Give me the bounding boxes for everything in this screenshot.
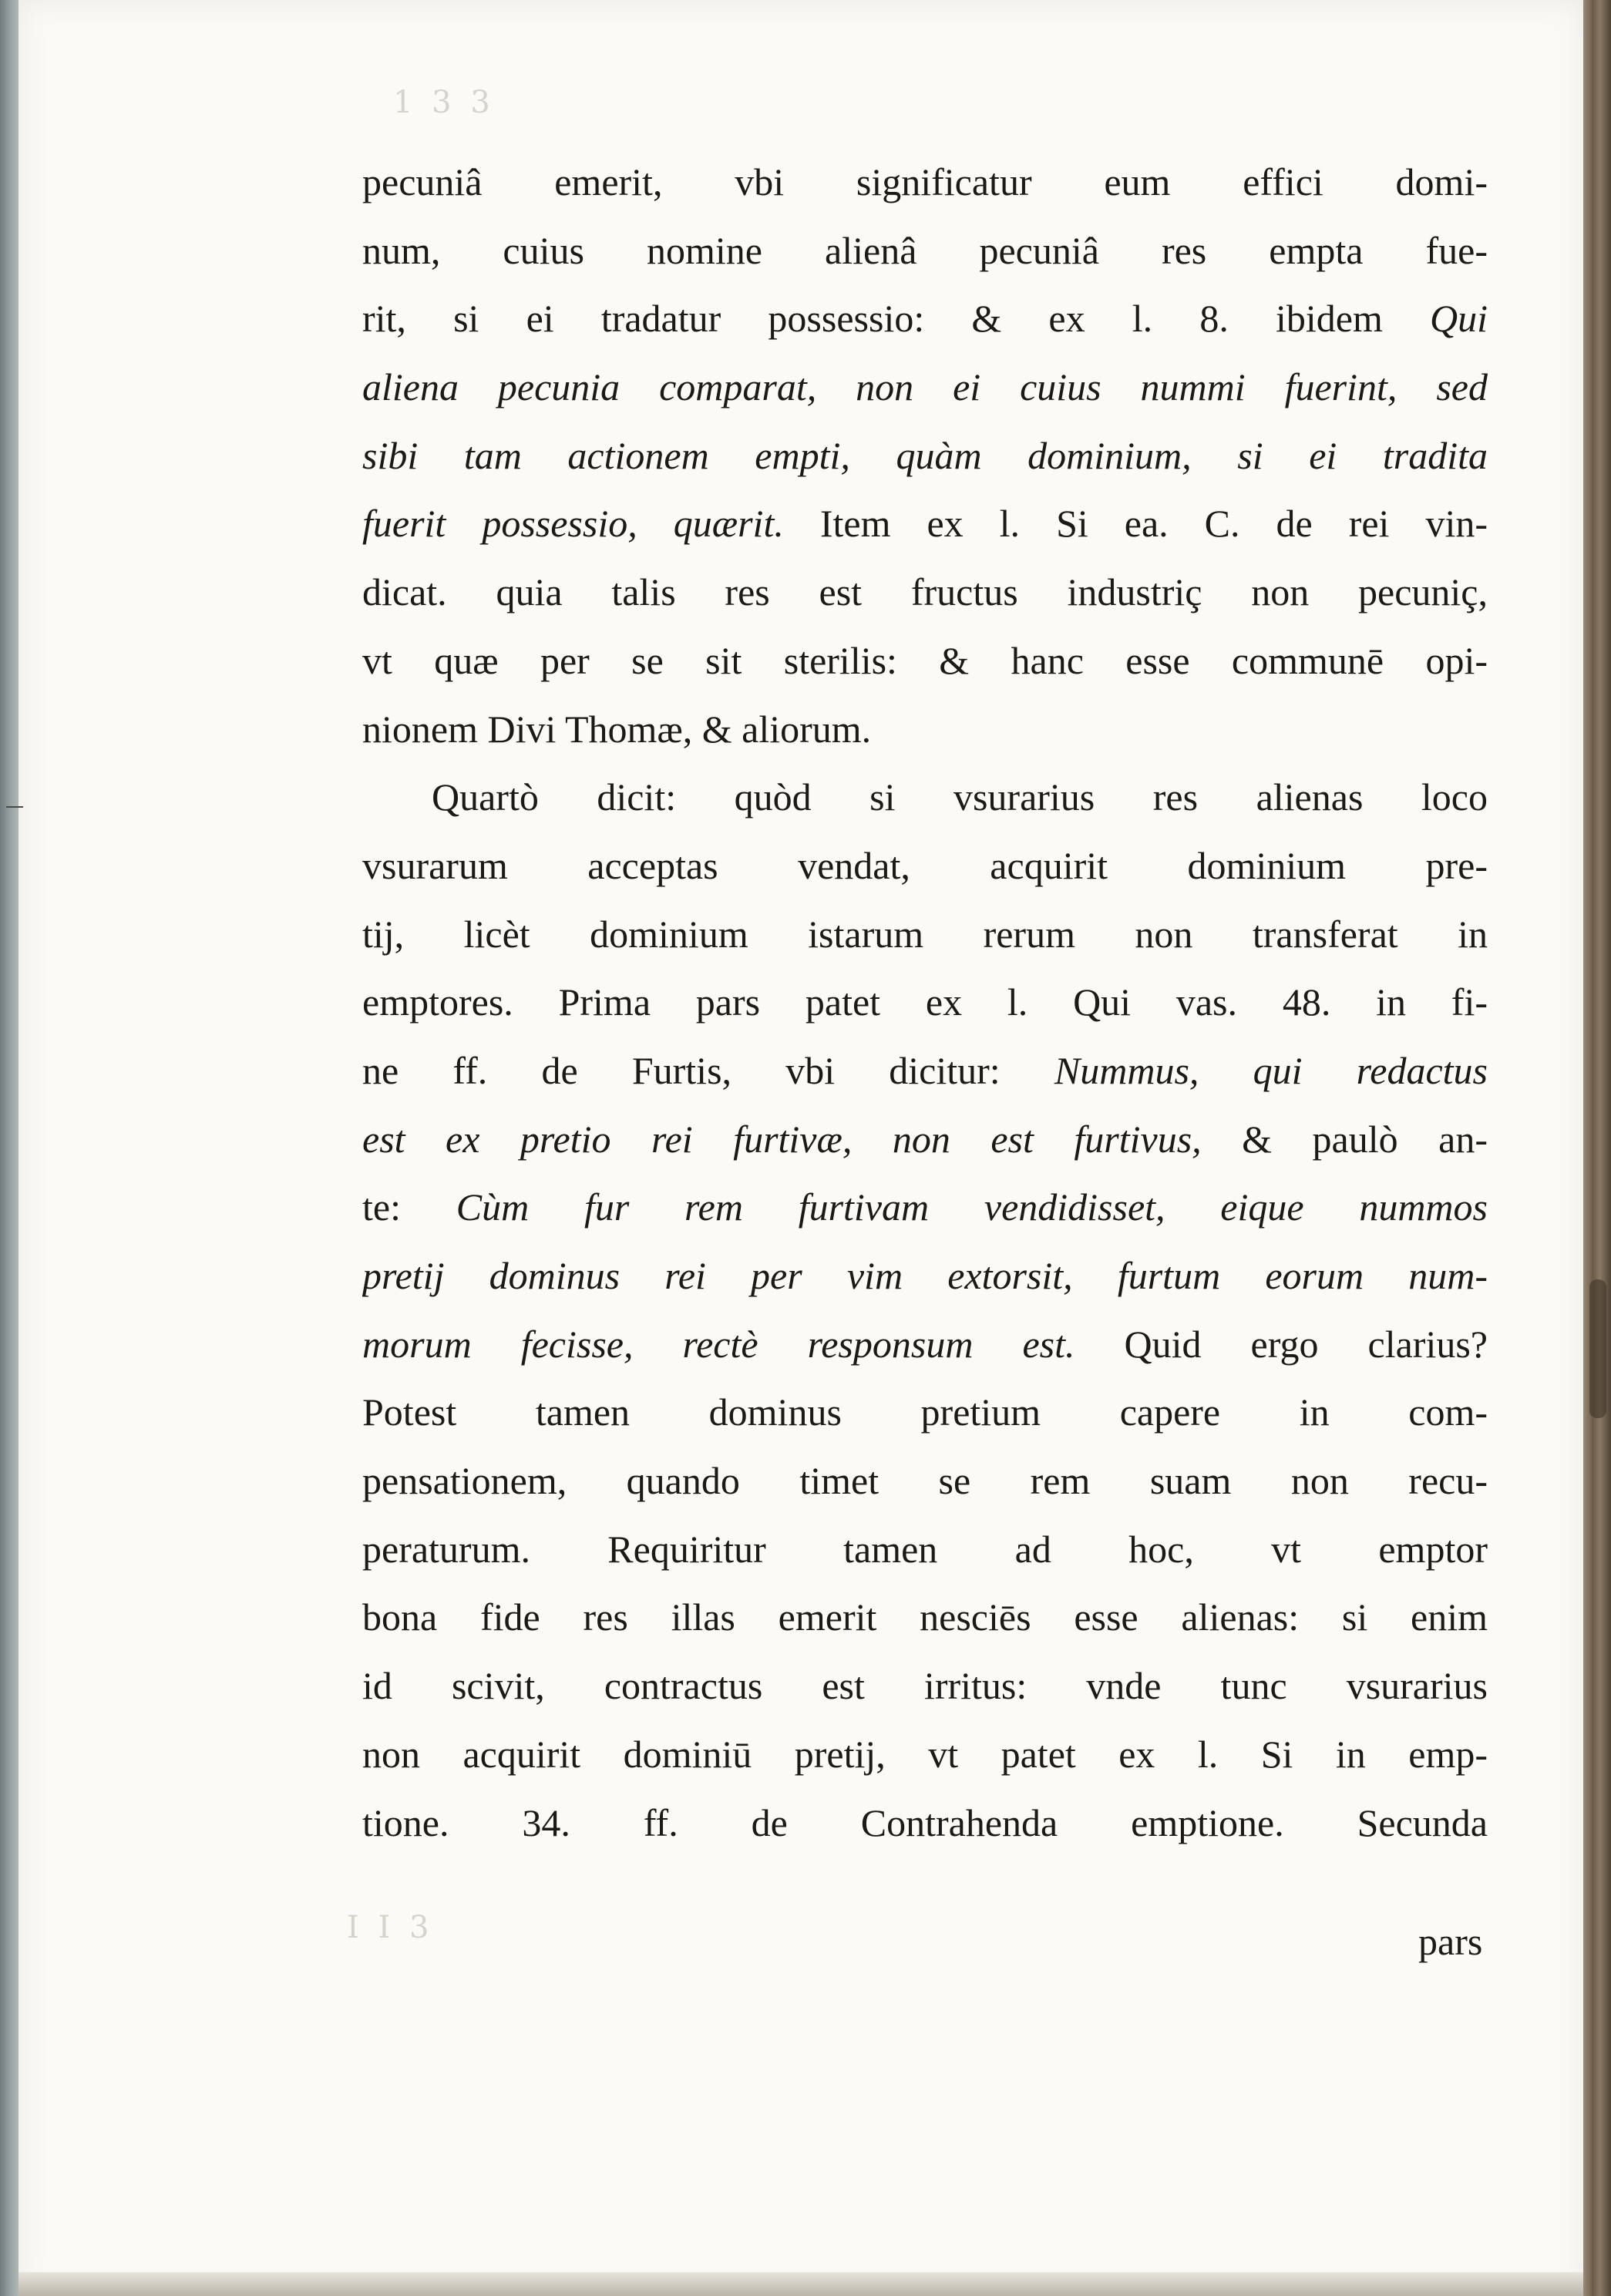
text-line <box>362 422 1488 490</box>
text-line <box>362 284 1488 353</box>
roman-text: dicat. quia talis res est fructus industriç non pecuniç, <box>362 570 1488 614</box>
cover-stain <box>1589 1279 1606 1418</box>
roman-text: tione. 34. ff. de Contrahenda emptione. Secunda <box>362 1800 1488 1844</box>
roman-text: pecuniâ emerit, vbi significatur eum effici domi- <box>362 160 1488 203</box>
roman-text: rit, si ei tradatur possessio: & ex l. 8. ibidem <box>362 297 1430 341</box>
italic-text: aliena pecunia comparat, non ei cuius nummi fuerint, sed <box>362 365 1488 409</box>
italic-text: Nummus, qui redactus <box>1054 1048 1488 1092</box>
roman-text: emptores. Prima pars patet ex l. Qui vas. 48. in fi- <box>362 980 1488 1024</box>
roman-text: pensationem, quando timet se rem suam non recu- <box>362 1459 1488 1503</box>
roman-text: id scivit, contractus est irritus: vnde tunc vsurarius <box>362 1664 1488 1708</box>
roman-text: Item ex l. Si ea. C. de rei vin- <box>783 502 1488 546</box>
text-line <box>362 1378 1488 1447</box>
text-line <box>362 1105 1488 1174</box>
text-line <box>362 1310 1488 1379</box>
text-line <box>362 148 1488 217</box>
catchword: pars <box>1418 1920 1483 1963</box>
text-line <box>362 1652 1488 1720</box>
text-line <box>362 968 1488 1037</box>
text-line <box>362 1242 1488 1310</box>
text-line <box>362 900 1488 969</box>
italic-text: est ex pretio rei furtivæ, non est furtivus, <box>362 1117 1202 1161</box>
roman-text: te: <box>362 1185 456 1229</box>
roman-text: bona fide res illas emerit nesciēs esse alienas: si enim <box>362 1595 1488 1639</box>
roman-text: ne ff. de Furtis, vbi dicitur: <box>362 1048 1054 1092</box>
text-line <box>362 1515 1488 1584</box>
italic-text: Cùm fur rem furtivam vendidisset, eique nummos <box>456 1185 1488 1229</box>
italic-text: pretij dominus rei per vim extorsit, furtum eorum num- <box>362 1254 1488 1297</box>
roman-text: Quartò dicit: quòd si vsurarius res alienas loco <box>432 775 1488 819</box>
margin-mark <box>6 806 23 808</box>
text-line <box>362 1720 1488 1789</box>
text-line <box>362 832 1488 900</box>
roman-text: Quid ergo clarius? <box>1075 1322 1488 1366</box>
roman-text: vt quæ per se sit sterilis: & hanc esse communē opi- <box>362 638 1488 682</box>
roman-text: tij, licèt dominium istarum rerum non transferat in <box>362 912 1488 956</box>
bleed-through-folio-top: 1 3 3 <box>393 85 495 120</box>
bleed-through-folio-bottom: I I 3 <box>347 1910 434 1945</box>
text-line <box>362 627 1488 695</box>
text-line <box>362 695 1488 764</box>
roman-text: peraturum. Requiritur tamen ad hoc, vt emptor <box>362 1527 1488 1571</box>
text-block <box>362 148 1488 1857</box>
text-line <box>362 763 1488 832</box>
roman-text: num, cuius nomine alienâ pecuniâ res empta fue- <box>362 228 1488 272</box>
text-line <box>362 353 1488 422</box>
italic-text: morum fecisse, rectè responsum est. <box>362 1322 1075 1366</box>
text-line <box>362 1789 1488 1857</box>
text-line <box>362 1037 1488 1105</box>
text-line <box>362 217 1488 285</box>
text-line <box>362 558 1488 627</box>
book-cover-edge <box>1583 0 1611 2296</box>
text-line <box>362 489 1488 558</box>
text-line <box>362 1173 1488 1242</box>
page-bottom-shadow <box>18 2272 1583 2296</box>
roman-text: vsurarum acceptas vendat, acquirit dominium pre- <box>362 843 1488 887</box>
italic-text: sibi tam actionem empti, quàm dominium, si ei tradita <box>362 433 1488 477</box>
text-line <box>362 1447 1488 1515</box>
roman-text: & paulò an- <box>1201 1117 1488 1161</box>
roman-text: nionem Divi Thomæ, & aliorum. <box>362 707 872 751</box>
roman-text: non acquirit dominiū pretij, vt patet ex l. Si in emp- <box>362 1732 1488 1776</box>
italic-text: Qui <box>1430 297 1488 341</box>
italic-text: fuerit possessio, quærit. <box>362 502 784 546</box>
text-line <box>362 1583 1488 1652</box>
roman-text: Potest tamen dominus pretium capere in com- <box>362 1390 1488 1434</box>
